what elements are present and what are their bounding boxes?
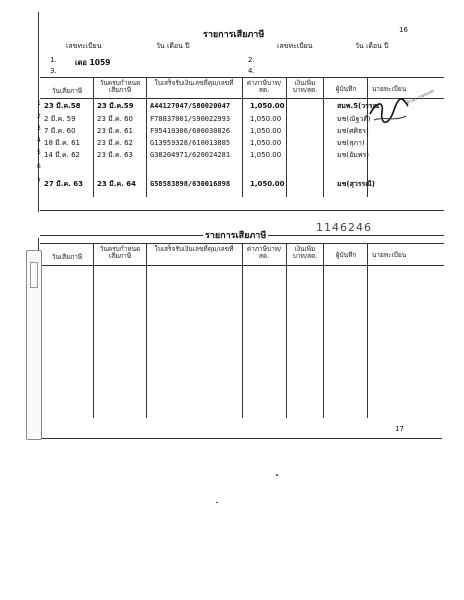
t1-cell-receipt: G13959328/610013885 (150, 139, 231, 147)
t1-cell-paid: 2 มี.ค. 59 (44, 115, 76, 123)
t1-cell-due: 23 มี.ค. 60 (97, 115, 134, 123)
t1-header-registrar: นายทะเบียน (371, 85, 407, 93)
slot-4-label: 4. (248, 67, 255, 75)
t2-header-registrar: นายทะเบียน (371, 251, 407, 259)
t1-cell-recorder: สมพ.5(วรรณ (337, 102, 380, 110)
t1-cell-tax: 1,050.00 (250, 115, 282, 123)
t1-cell-paid: 18 มี.ค. 61 (44, 139, 81, 147)
scan-speck (276, 474, 278, 476)
t1-cell-receipt: A44127047/S80020047 (150, 102, 231, 110)
t1-cell-tax: 1,050.00 (250, 151, 282, 159)
slot-2-label: 2. (248, 56, 255, 64)
t1-cell-no: 6 (37, 163, 41, 170)
t1-header-paid: วันเสียภาษี (51, 87, 83, 95)
t2-header-receipt: ใบเสร็จรับเงินเลขที่คุม/เลขที่ (154, 245, 234, 253)
t1-header-recorder: ผู้บันทึก (335, 85, 357, 93)
t2-header-recorder: ผู้บันทึก (335, 251, 357, 259)
t1-cell-tax: 1,050.00 (250, 180, 285, 188)
t1-cell-paid: 27 มี.ค. 63 (44, 180, 83, 188)
t1-serial: 1146246 (316, 221, 372, 234)
t1-header-due: วันครบกำหนดเสียภาษี (99, 79, 141, 94)
t1-cell-due: 23 มี.ค.59 (97, 102, 134, 110)
stamp-text: สำนักงานขนส่ง (406, 88, 436, 107)
page-number-bottom: 17 (395, 425, 404, 433)
page-number-top: 16 (399, 26, 408, 34)
slot-3-label: 3. (50, 67, 57, 75)
t1-cell-recorder: มช(ศศิธร) (337, 127, 369, 135)
t1-cell-paid: 7 มี.ค. 60 (44, 127, 76, 135)
t2-title: รายการเสียภาษี (205, 231, 267, 241)
t1-header-receipt: ใบเสร็จรับเงินเลขที่คุม/เลขที่ (154, 79, 234, 87)
t1-cell-no: 3 (37, 125, 41, 132)
top-title: รายการเสียภาษี (203, 30, 265, 40)
slot-1-label: 1. (50, 56, 57, 64)
t1-cell-no: 7 (37, 178, 41, 185)
t1-cell-no: 1 (37, 100, 41, 107)
binding-tab (30, 262, 38, 288)
t1-cell-recorder: มช(ณัฐวดี) (337, 115, 371, 123)
t2-header-due: วันครบกำหนดเสียภาษี (99, 245, 141, 260)
t1-cell-tax: 1,050.00 (250, 139, 282, 147)
t1-cell-no: 5 (37, 149, 41, 156)
t1-cell-due: 23 มี.ค. 61 (97, 127, 134, 135)
t1-cell-recorder: มช(อัมพร) (337, 151, 370, 159)
t1-cell-receipt: F95410306/600030826 (150, 127, 231, 135)
t2-header-extra: เงินเพิ่มบาท/สต. (292, 245, 318, 260)
t1-cell-receipt: G58583898/630016898 (150, 180, 231, 188)
t1-cell-due: 23 มี.ค. 62 (97, 139, 134, 147)
t1-header-tax: ค่าภาษีบาท/สต. (246, 79, 282, 94)
t2-header-tax: ค่าภาษีบาท/สต. (246, 245, 282, 260)
t1-cell-receipt: F78837001/S90022993 (150, 115, 231, 123)
t1-cell-due: 23 มี.ค. 64 (97, 180, 136, 188)
reg-label-right: เลขทะเบียน (277, 42, 313, 50)
t1-cell-paid: 23 มี.ค.58 (44, 102, 81, 110)
t1-cell-no: 4 (37, 137, 41, 144)
t1-cell-paid: 14 มี.ค. 62 (44, 151, 81, 159)
date-label-left: วัน เดือน ปี (156, 42, 190, 50)
t1-cell-due: 23 มี.ค. 63 (97, 151, 134, 159)
reg-label-left: เลขทะเบียน (66, 42, 102, 50)
slot-1-value: เดอ 1059 (75, 58, 111, 67)
t1-cell-recorder: มช(สุวรรณี) (337, 180, 375, 188)
t2-header-paid: วันเสียภาษี (51, 253, 83, 261)
t1-cell-no: 2 (37, 113, 41, 120)
t1-cell-tax: 1,050.00 (250, 102, 285, 110)
t1-cell-receipt: G38204971/620024281 (150, 151, 231, 159)
page-bottom-edge (38, 438, 442, 439)
t1-cell-recorder: มช(สุภา) (337, 139, 365, 147)
t1-header-extra: เงินเพิ่มบาท/สต. (292, 79, 318, 94)
t1-cell-tax: 1,050.00 (250, 127, 282, 135)
date-label-right: วัน เดือน ปี (355, 42, 389, 50)
scan-speck (216, 502, 218, 503)
